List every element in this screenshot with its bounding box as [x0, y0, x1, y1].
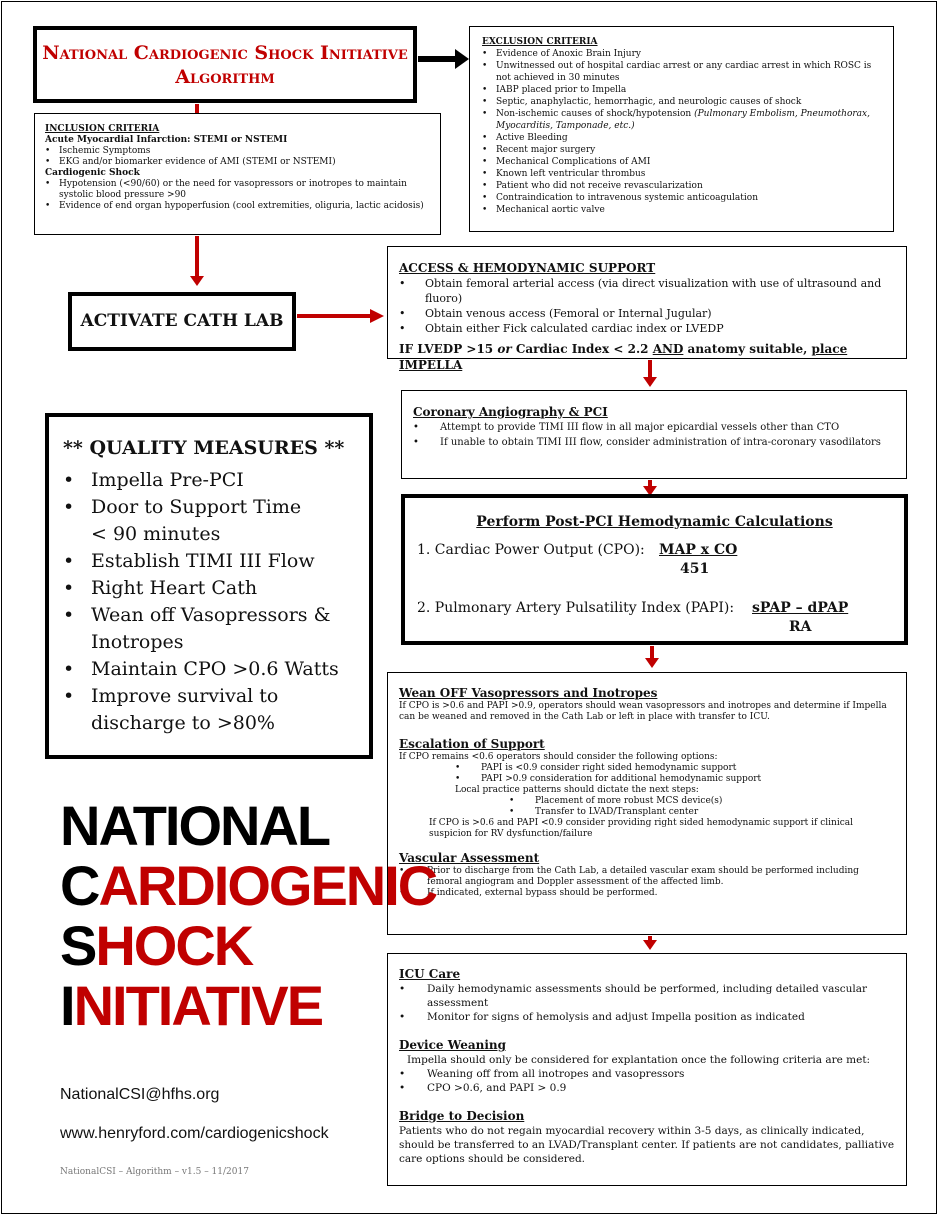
- bridge-text: Patients who do not regain myocardial recovery within 3-5 days, as clinically indicated, should be transferred to an LVAD/Transplant center. If patients are not candidates, palliative care options should be considered.: [399, 1125, 895, 1165]
- shock-heading: Cardiogenic Shock: [45, 168, 140, 178]
- list-item: • Improve survival to discharge to >80%: [63, 683, 359, 737]
- cpo-row: [417, 542, 645, 558]
- list-item: • PAPI is <0.9 consider right sided hemodynamic support: [455, 763, 896, 774]
- list-item: • Attempt to provide TIMI III flow in all major epicardial vessels other than CTO: [413, 420, 896, 435]
- wean-heading: Wean OFF Vasopressors and Inotropes: [399, 686, 658, 700]
- rule-part: IF LVEDP >15: [399, 342, 498, 356]
- inclusion-box: [34, 113, 441, 235]
- list-item: • Placement of more robust MCS device(s): [509, 796, 896, 807]
- list-item: • Weaning off from all inotropes and vasopressors: [399, 1067, 896, 1081]
- list-item: • Obtain venous access (Femoral or Internal Jugular): [399, 306, 896, 321]
- calc-heading: Perform Post-PCI Hemodynamic Calculations: [476, 514, 833, 530]
- initiative-logo: [60, 796, 436, 1036]
- logo-letter: I: [60, 974, 74, 1037]
- list-item: • Hypotension (<90/60) or the need for vasopressors or inotropes to maintain systolic blood pressure >90: [45, 179, 430, 201]
- icu-heading: ICU Care: [399, 967, 461, 981]
- logo-line-shock: [60, 916, 436, 976]
- rule-and: AND: [652, 342, 684, 356]
- cpo-label: 1. Cardiac Power Output (CPO):: [417, 542, 645, 558]
- arrow-title-exclusion-head: [455, 49, 469, 69]
- logo-rest: ARDIOGENIC: [98, 854, 437, 917]
- logo-letter: S: [60, 914, 96, 977]
- cpo-numerator: MAP x CO: [659, 542, 738, 558]
- cath-lab-box: [68, 292, 296, 351]
- calc-box: [401, 494, 908, 645]
- list-item: • Right Heart Cath: [63, 575, 359, 602]
- list-item: [482, 108, 883, 132]
- list-item: • Impella Pre-PCI: [63, 467, 359, 494]
- rule-or: or: [497, 342, 512, 356]
- icu-list: [399, 982, 896, 1024]
- list-item: • Monitor for signs of hemolysis and adjust Impella position as indicated: [399, 1010, 896, 1024]
- list-item: • Wean off Vasopressors & Inotropes: [63, 602, 359, 656]
- list-item: • Recent major surgery: [482, 144, 883, 156]
- device-weaning-intro: Impella should only be considered for explantation once the following criteria are met:: [407, 1054, 871, 1066]
- local-list: [399, 796, 896, 818]
- title-box: [33, 26, 417, 103]
- arrow-title-exclusion: [418, 56, 458, 62]
- list-item: • Septic, anaphylactic, hemorrhagic, and neurologic causes of shock: [482, 96, 883, 108]
- logo-line-national: NATIONAL: [60, 794, 330, 857]
- list-item: • Maintain CPO >0.6 Watts: [63, 656, 359, 683]
- list-item: • Active Bleeding: [482, 132, 883, 144]
- list-item: • Mechanical aortic valve: [482, 204, 883, 216]
- list-item: • Known left ventricular thrombus: [482, 168, 883, 180]
- angio-heading: Coronary Angiography & PCI: [413, 405, 608, 419]
- list-item: • Contraindication to intravenous systemic anticoagulation: [482, 192, 883, 204]
- title-line1: National Cardiogenic Shock Initiative: [42, 42, 408, 64]
- list-item: • Unwitnessed out of hospital cardiac arrest or any cardiac arrest in which ROSC is not achieved in 30 minutes: [482, 60, 883, 84]
- quality-list: [63, 467, 359, 737]
- rule-part: Cardiac Index < 2.2: [511, 342, 653, 356]
- papi-denominator: RA: [789, 619, 812, 635]
- list-item: • Mechanical Complications of AMI: [482, 156, 883, 168]
- access-box: [387, 246, 907, 372]
- contact-url[interactable]: www.henryford.com/cardiogenicshock: [60, 1125, 329, 1142]
- logo-rest: HOCK: [95, 914, 253, 977]
- list-item: • If indicated, external bypass should be performed.: [399, 888, 896, 899]
- list-item: • Obtain either Fick calculated cardiac index or LVEDP: [399, 321, 896, 336]
- quality-heading: ** QUALITY MEASURES **: [63, 437, 345, 459]
- arrow-cathlab-access-head: [370, 309, 384, 323]
- list-item: • Obtain femoral arterial access (via direct visualization with use of ultrasound and fluoro): [399, 276, 896, 306]
- quality-box: [45, 413, 373, 759]
- list-item: • Door to Support Time < 90 minutes: [63, 494, 359, 548]
- list-item: • Evidence of Anoxic Brain Injury: [482, 48, 883, 60]
- arrow-cathlab-access: [297, 314, 371, 318]
- logo-line-initiative: [60, 976, 436, 1036]
- ami-list: [45, 146, 430, 168]
- logo-letter: C: [60, 854, 99, 917]
- vascular-heading: Vascular Assessment: [399, 851, 540, 865]
- escalation-heading: Escalation of Support: [399, 737, 545, 751]
- inclusion-heading: INCLUSION CRITERIA: [45, 124, 160, 134]
- local-practice: Local practice patterns should dictate the next steps:: [455, 785, 699, 795]
- shock-list: [45, 179, 430, 212]
- list-item: • If unable to obtain TIMI III flow, consider administration of intra-coronary vasodilators: [413, 435, 896, 450]
- papi-numerator: sPAP – dPAP: [752, 600, 849, 616]
- escalation-list: [399, 763, 896, 785]
- list-item: • Evidence of end organ hypoperfusion (cool extremities, oliguria, lactic acidosis): [45, 201, 430, 212]
- logo-line-cardiogenic: [60, 856, 436, 916]
- footer-version: NationalCSI – Algorithm – v1.5 – 11/2017: [60, 1167, 249, 1177]
- list-item: • Transfer to LVAD/Transplant center: [509, 807, 896, 818]
- title-line2: Algorithm: [175, 66, 275, 88]
- access-list: [399, 276, 896, 336]
- bridge-heading: Bridge to Decision: [399, 1109, 525, 1123]
- ami-heading: Acute Myocardial Infarction: STEMI or NSTEMI: [45, 135, 288, 145]
- angio-box: [401, 390, 907, 479]
- cath-lab-label: ACTIVATE CATH LAB: [80, 311, 284, 331]
- device-weaning-heading: Device Weaning: [399, 1038, 506, 1052]
- exclusion-list: [482, 48, 883, 216]
- rule-impella: place IMPELLA: [399, 342, 848, 372]
- list-item: • Prior to discharge from the Cath Lab, a detailed vascular exam should be performed including femoral angiogram and Doppler assessment of the affected limb.: [399, 866, 896, 888]
- list-item: • Ischemic Symptoms: [45, 146, 430, 157]
- list-item: • Patient who did not receive revascularization: [482, 180, 883, 192]
- contact-email[interactable]: NationalCSI@hfhs.org: [60, 1086, 220, 1103]
- list-item: • Daily hemodynamic assessments should be performed, including detailed vascular assessment: [399, 982, 896, 1010]
- cpo-denominator: 451: [680, 561, 710, 577]
- exclusion-heading: EXCLUSION CRITERIA: [482, 37, 598, 47]
- angio-list: [413, 420, 896, 450]
- list-item-text: Non-ischemic causes of shock/hypotension: [496, 109, 695, 119]
- exclusion-box: [469, 26, 894, 232]
- list-item: • CPO >0.6, and PAPI > 0.9: [399, 1081, 896, 1095]
- rule-part: anatomy suitable,: [683, 342, 812, 356]
- papi-label: 2. Pulmonary Artery Pulsatility Index (PAPI):: [417, 600, 735, 616]
- wean-text: If CPO is >0.6 and PAPI >0.9, operators should wean vasopressors and inotropes and determine if Impella can be weaned and removed in the Cath Lab or left in place with transfer to ICU.: [399, 701, 887, 722]
- logo-rest: NITIATIVE: [73, 974, 323, 1037]
- escalation-intro: If CPO remains <0.6 operators should consider the following options:: [399, 752, 718, 762]
- access-heading: ACCESS & HEMODYNAMIC SUPPORT: [399, 261, 656, 275]
- icu-box: [387, 953, 907, 1186]
- papi-row: [417, 600, 734, 616]
- rv-support: If CPO is >0.6 and PAPI <0.9 consider providing right sided hemodynamic support if clinical suspicion for RV dysfunction/failure: [429, 818, 853, 839]
- device-weaning-list: [399, 1067, 896, 1095]
- list-item-italic: (Pulmonary Embolism, Pneumothorax, Myocarditis, Tamponade, etc.): [496, 109, 870, 131]
- list-item: • EKG and/or biomarker evidence of AMI (STEMI or NSTEMI): [45, 157, 430, 168]
- list-item: • PAPI >0.9 consideration for additional hemodynamic support: [455, 774, 896, 785]
- wean-box: [387, 672, 907, 935]
- list-item: • Establish TIMI III Flow: [63, 548, 359, 575]
- list-item: • IABP placed prior to Impella: [482, 84, 883, 96]
- vascular-list: [399, 866, 896, 899]
